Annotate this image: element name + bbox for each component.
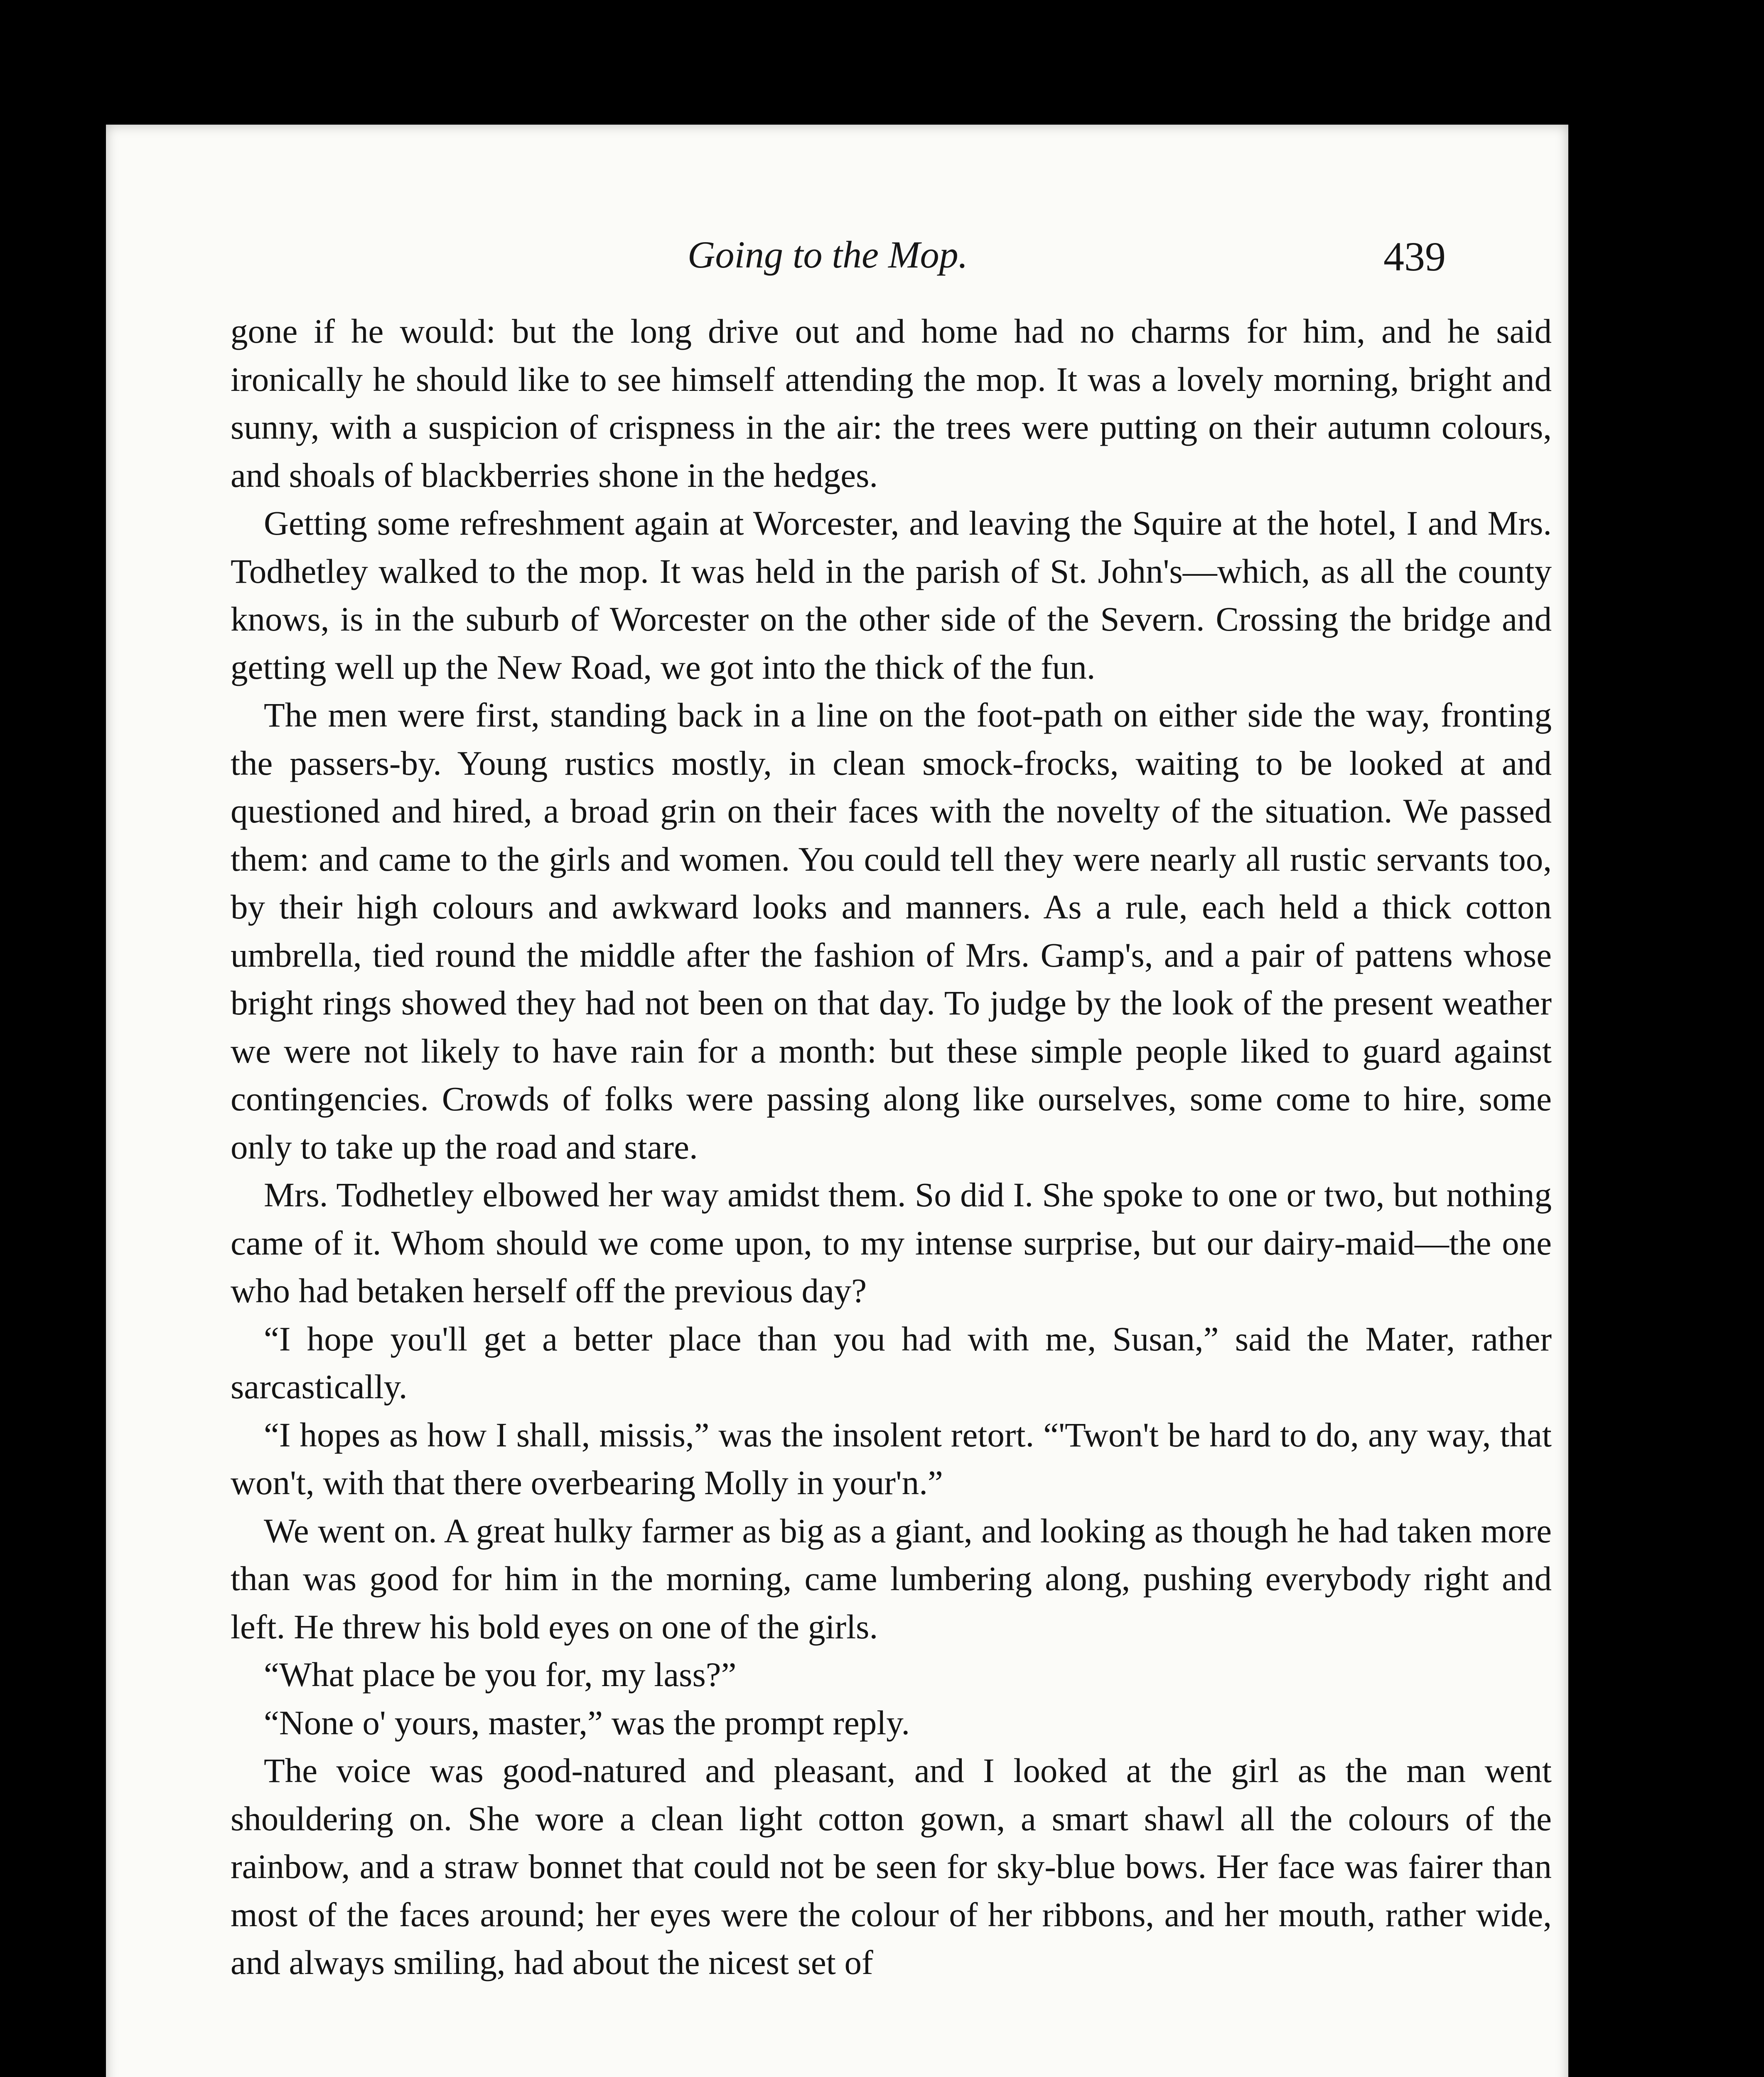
paragraph: Mrs. Todhetley elbowed her way amidst them. So did I. She spoke to one or two, but nothing came of it. Whom should we come upon, to my intense surprise, but our dairy-maid—the one who had betaken herself off the previous day? xyxy=(231,1176,1552,1310)
page-number: 439 xyxy=(1383,233,1446,280)
paragraph: “What place be you for, my lass?” xyxy=(264,1655,737,1694)
paragraph: “None o' yours, master,” was the prompt reply. xyxy=(264,1703,910,1742)
page-header xyxy=(106,233,1568,291)
paragraph: The voice was good-natured and pleasant, and I looked at the girl as the man went shouldering on. She wore a clean light cotton gown, a smart shawl all the colours of the rainbow, and a straw bonnet that could not be seen for sky-blue bows. Her face was fairer than most of the faces around; her eyes were the colour of her ribbons, and her mouth, rather wide, and always smiling, had about the nicest set of xyxy=(231,1751,1552,1981)
paragraph: gone if he would: but the long drive out and home had no charms for him, and he said ironically he should like to see himself attending the mop. It was a lovely morning, bright and sunny, with a suspicion of crispness in the air: the trees were putting on their autumn colours, and shoals of blackberries shone in the hedges. xyxy=(231,312,1552,494)
paragraph: “I hope you'll get a better place than you had with me, Susan,” said the Mater, rather sarcastically. xyxy=(231,1319,1552,1406)
paragraph: “I hopes as how I shall, missis,” was the insolent retort. “'Twon't be hard to do, any way, that won't, with that there overbearing Molly in your'n.” xyxy=(231,1415,1552,1502)
paragraph: We went on. A great hulky farmer as big as a giant, and looking as though he had taken more than was good for him in the morning, came lumbering along, pushing everybody right and left. He threw his bold eyes on one of the girls. xyxy=(231,1511,1552,1646)
paragraph: The men were first, standing back in a line on the foot-path on either side the way, fronting the passers-by. Young rustics mostly, in clean smock-frocks, waiting to be looked at and questioned and hired, a broad grin on their faces with the novelty of the situation. We passed them: and came to the girls and women. You could tell they were nearly all rustic servants too, by their high colours and awkward looks and manners. As a rule, each held a thick cotton umbrella, tied round the middle after the fashion of Mrs. Gamp's, and a pair of pattens whose bright rings showed they had not been on that day. To judge by the look of the present weather we were not likely to have rain for a month: but these simple people liked to guard against contingencies. Crowds of folks were passing along like ourselves, some come to hire, some only to take up the road and stare. xyxy=(231,696,1552,1166)
paragraph: Getting some refreshment again at Worcester, and leaving the Squire at the hotel, I and Mrs. Todhetley walked to the mop. It was held in the parish of St. John's—which, as all the county knows, is in the suburb of Worcester on the other side of the Severn. Crossing the bridge and getting well up the New Road, we got into the thick of the fun. xyxy=(231,504,1552,686)
body-text xyxy=(231,307,1552,1987)
running-title: Going to the Mop. xyxy=(688,233,968,276)
book-page xyxy=(106,125,1568,2077)
